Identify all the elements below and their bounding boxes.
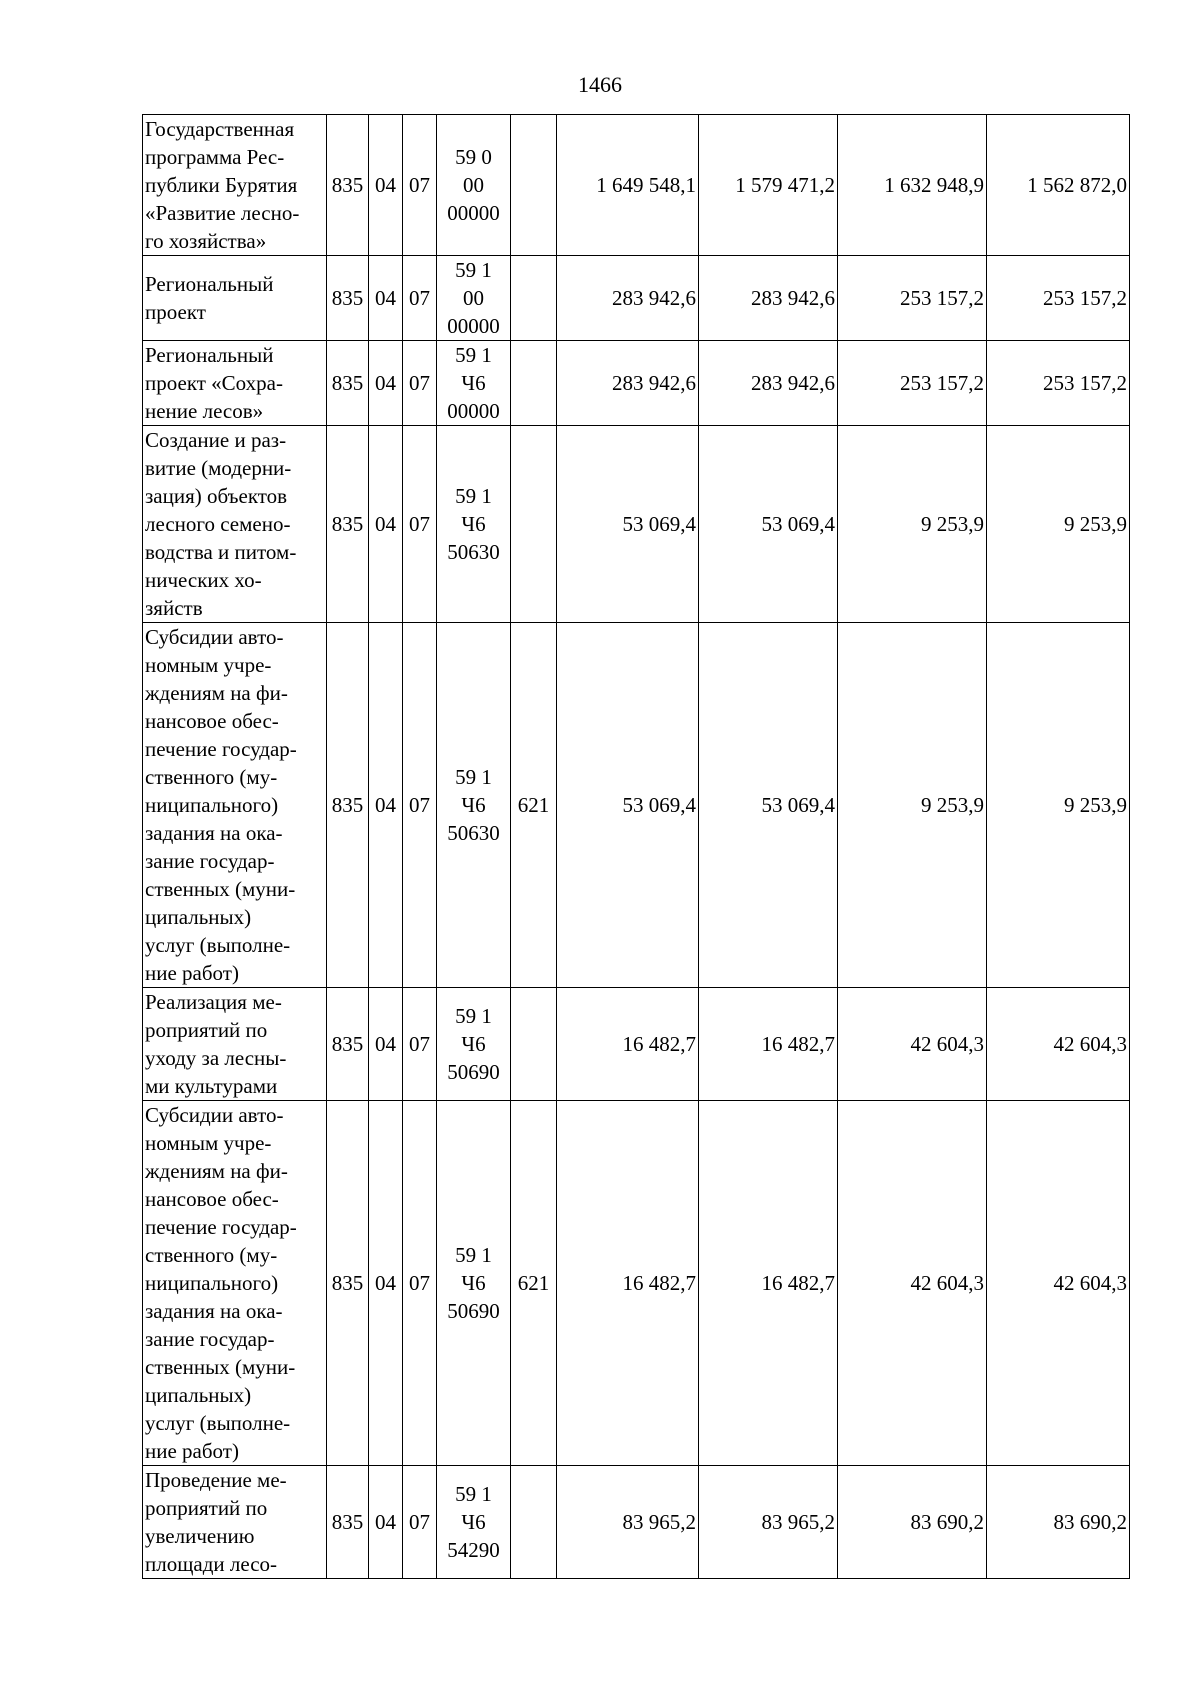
row-amount-v2-cell: 283 942,6 bbox=[699, 256, 838, 341]
table-row bbox=[143, 341, 1130, 426]
row-amount-v4-cell: 42 604,3 bbox=[987, 988, 1130, 1101]
row-rz-cell: 04 bbox=[369, 341, 403, 426]
budget-table bbox=[142, 114, 1130, 1579]
row-name-line: роприятий по bbox=[145, 1496, 268, 1520]
row-name-line: ние работ) bbox=[145, 1439, 239, 1463]
row-pr-cell: 07 bbox=[403, 1101, 437, 1466]
row-csr-line: 00000 bbox=[447, 399, 500, 423]
row-name-line: услуг (выполне- bbox=[145, 1411, 291, 1435]
row-csr-line: 00000 bbox=[447, 314, 500, 338]
row-name-line: ственных (муни- bbox=[145, 877, 296, 901]
row-csr-cell bbox=[437, 988, 511, 1101]
row-name-line: «Развитие лесно- bbox=[145, 201, 300, 225]
row-name-line: услуг (выполне- bbox=[145, 933, 291, 957]
row-amount-v2-cell: 283 942,6 bbox=[699, 341, 838, 426]
row-amount-v2-cell: 16 482,7 bbox=[699, 988, 838, 1101]
row-name-line: го хозяйства» bbox=[145, 229, 267, 253]
row-csr-line: 00 bbox=[463, 286, 484, 310]
row-amount-v1-cell: 53 069,4 bbox=[557, 426, 699, 623]
row-name-line: зация) объектов bbox=[145, 484, 288, 508]
row-pr-cell: 07 bbox=[403, 623, 437, 988]
row-csr-line: 59 1 bbox=[455, 258, 492, 282]
row-amount-v4-cell: 253 157,2 bbox=[987, 256, 1130, 341]
row-name-line: Создание и раз- bbox=[145, 428, 287, 452]
row-csr-line: 50690 bbox=[447, 1299, 500, 1323]
row-name-line: Региональный bbox=[145, 343, 274, 367]
row-name-line: задания на ока- bbox=[145, 1299, 283, 1323]
row-amount-v2-cell: 53 069,4 bbox=[699, 623, 838, 988]
row-rz-cell: 04 bbox=[369, 115, 403, 256]
row-ved-cell: 835 bbox=[327, 1466, 369, 1579]
row-ved-cell: 835 bbox=[327, 988, 369, 1101]
row-amount-v3-cell: 83 690,2 bbox=[838, 1466, 987, 1579]
row-csr-cell bbox=[437, 1466, 511, 1579]
row-amount-v4-cell: 42 604,3 bbox=[987, 1101, 1130, 1466]
row-amount-v3-cell: 9 253,9 bbox=[838, 426, 987, 623]
table-row bbox=[143, 426, 1130, 623]
row-name-line: площади лесо- bbox=[145, 1552, 278, 1576]
row-csr-line: 59 1 bbox=[455, 1482, 492, 1506]
row-pr-cell: 07 bbox=[403, 115, 437, 256]
row-amount-v3-cell: 9 253,9 bbox=[838, 623, 987, 988]
row-name-line: витие (модерни- bbox=[145, 456, 292, 480]
row-rz-cell: 04 bbox=[369, 988, 403, 1101]
row-amount-v3-cell: 1 632 948,9 bbox=[838, 115, 987, 256]
row-csr-line: 50690 bbox=[447, 1060, 500, 1084]
row-name-line: ниципального) bbox=[145, 793, 279, 817]
row-name-cell bbox=[143, 1101, 327, 1466]
row-ved-cell: 835 bbox=[327, 341, 369, 426]
table-row bbox=[143, 623, 1130, 988]
row-amount-v2-cell: 16 482,7 bbox=[699, 1101, 838, 1466]
row-amount-v2-cell: 83 965,2 bbox=[699, 1466, 838, 1579]
row-name-line: Субсидии авто- bbox=[145, 625, 284, 649]
row-amount-v1-cell: 16 482,7 bbox=[557, 1101, 699, 1466]
row-amount-v3-cell: 253 157,2 bbox=[838, 341, 987, 426]
row-vr-cell bbox=[511, 341, 557, 426]
row-name-line: уходу за лесны- bbox=[145, 1046, 287, 1070]
row-amount-v1-cell: 83 965,2 bbox=[557, 1466, 699, 1579]
row-rz-cell: 04 bbox=[369, 1101, 403, 1466]
row-amount-v3-cell: 42 604,3 bbox=[838, 1101, 987, 1466]
row-vr-cell bbox=[511, 988, 557, 1101]
row-csr-line: Ч6 bbox=[461, 1032, 486, 1056]
row-csr-line: 59 1 bbox=[455, 765, 492, 789]
row-csr-cell bbox=[437, 115, 511, 256]
row-name-cell bbox=[143, 1466, 327, 1579]
row-name-line: ственных (муни- bbox=[145, 1355, 296, 1379]
row-amount-v3-cell: 253 157,2 bbox=[838, 256, 987, 341]
row-csr-line: 59 1 bbox=[455, 343, 492, 367]
row-name-line: Проведение ме- bbox=[145, 1468, 287, 1492]
row-ved-cell: 835 bbox=[327, 115, 369, 256]
row-amount-v1-cell: 53 069,4 bbox=[557, 623, 699, 988]
row-vr-cell bbox=[511, 1466, 557, 1579]
row-csr-line: 59 1 bbox=[455, 1243, 492, 1267]
row-vr-cell: 621 bbox=[511, 1101, 557, 1466]
row-amount-v4-cell: 1 562 872,0 bbox=[987, 115, 1130, 256]
row-name-line: нансовое обес- bbox=[145, 1187, 279, 1211]
row-name-line: проект bbox=[145, 300, 206, 324]
row-amount-v4-cell: 9 253,9 bbox=[987, 623, 1130, 988]
row-pr-cell: 07 bbox=[403, 988, 437, 1101]
row-csr-cell bbox=[437, 256, 511, 341]
row-ved-cell: 835 bbox=[327, 256, 369, 341]
row-name-cell bbox=[143, 623, 327, 988]
row-name-line: Субсидии авто- bbox=[145, 1103, 284, 1127]
row-amount-v1-cell: 283 942,6 bbox=[557, 341, 699, 426]
row-amount-v4-cell: 83 690,2 bbox=[987, 1466, 1130, 1579]
row-csr-cell bbox=[437, 623, 511, 988]
row-name-line: зание государ- bbox=[145, 849, 275, 873]
row-name-line: ципальных) bbox=[145, 905, 252, 929]
row-csr-cell bbox=[437, 426, 511, 623]
row-name-line: ждениям на фи- bbox=[145, 681, 288, 705]
row-vr-cell bbox=[511, 115, 557, 256]
row-name-line: нение лесов» bbox=[145, 399, 264, 423]
row-name-line: программа Рес- bbox=[145, 145, 285, 169]
row-name-line: нансовое обес- bbox=[145, 709, 279, 733]
row-amount-v2-cell: 1 579 471,2 bbox=[699, 115, 838, 256]
row-name-cell bbox=[143, 341, 327, 426]
row-vr-cell bbox=[511, 426, 557, 623]
row-csr-line: 50630 bbox=[447, 540, 500, 564]
row-csr-line: 50630 bbox=[447, 821, 500, 845]
row-csr-line: 59 1 bbox=[455, 484, 492, 508]
row-name-line: публики Бурятия bbox=[145, 173, 298, 197]
row-name-line: Реализация ме- bbox=[145, 990, 282, 1014]
table-row bbox=[143, 988, 1130, 1101]
row-csr-line: Ч6 bbox=[461, 371, 486, 395]
row-csr-line: Ч6 bbox=[461, 1271, 486, 1295]
row-ved-cell: 835 bbox=[327, 426, 369, 623]
row-name-line: ние работ) bbox=[145, 961, 239, 985]
row-pr-cell: 07 bbox=[403, 256, 437, 341]
row-name-cell bbox=[143, 426, 327, 623]
row-csr-line: 00 bbox=[463, 173, 484, 197]
row-name-line: ственного (му- bbox=[145, 765, 278, 789]
page-number: 1466 bbox=[578, 72, 622, 97]
row-pr-cell: 07 bbox=[403, 341, 437, 426]
row-rz-cell: 04 bbox=[369, 1466, 403, 1579]
row-csr-line: Ч6 bbox=[461, 793, 486, 817]
row-name-line: зяйств bbox=[145, 596, 203, 620]
row-name-line: ждениям на фи- bbox=[145, 1159, 288, 1183]
row-name-cell bbox=[143, 256, 327, 341]
row-amount-v3-cell: 42 604,3 bbox=[838, 988, 987, 1101]
row-name-line: ниципального) bbox=[145, 1271, 279, 1295]
row-name-line: Региональный bbox=[145, 272, 274, 296]
row-name-line: задания на ока- bbox=[145, 821, 283, 845]
row-name-line: номным учре- bbox=[145, 653, 272, 677]
row-amount-v1-cell: 1 649 548,1 bbox=[557, 115, 699, 256]
row-name-line: водства и питом- bbox=[145, 540, 297, 564]
table-row bbox=[143, 256, 1130, 341]
row-ved-cell: 835 bbox=[327, 623, 369, 988]
row-rz-cell: 04 bbox=[369, 256, 403, 341]
row-rz-cell: 04 bbox=[369, 623, 403, 988]
row-rz-cell: 04 bbox=[369, 426, 403, 623]
row-csr-line: Ч6 bbox=[461, 1510, 486, 1534]
row-pr-cell: 07 bbox=[403, 1466, 437, 1579]
row-csr-line: 59 0 bbox=[455, 145, 492, 169]
table-row bbox=[143, 1466, 1130, 1579]
row-amount-v4-cell: 9 253,9 bbox=[987, 426, 1130, 623]
row-pr-cell: 07 bbox=[403, 426, 437, 623]
row-name-line: печение государ- bbox=[145, 1215, 297, 1239]
row-csr-line: Ч6 bbox=[461, 512, 486, 536]
row-csr-cell bbox=[437, 341, 511, 426]
row-name-line: ми культурами bbox=[145, 1074, 278, 1098]
row-name-cell bbox=[143, 988, 327, 1101]
row-csr-line: 00000 bbox=[447, 201, 500, 225]
row-vr-cell bbox=[511, 256, 557, 341]
table-row bbox=[143, 115, 1130, 256]
row-name-line: печение государ- bbox=[145, 737, 297, 761]
row-name-line: лесного семено- bbox=[145, 512, 291, 536]
row-name-line: ственного (му- bbox=[145, 1243, 278, 1267]
row-name-line: номным учре- bbox=[145, 1131, 272, 1155]
row-amount-v1-cell: 16 482,7 bbox=[557, 988, 699, 1101]
row-csr-line: 54290 bbox=[447, 1538, 500, 1562]
row-csr-cell bbox=[437, 1101, 511, 1466]
table-body bbox=[143, 115, 1130, 1579]
row-vr-cell: 621 bbox=[511, 623, 557, 988]
row-amount-v4-cell: 253 157,2 bbox=[987, 341, 1130, 426]
table-row bbox=[143, 1101, 1130, 1466]
row-ved-cell: 835 bbox=[327, 1101, 369, 1466]
row-amount-v2-cell: 53 069,4 bbox=[699, 426, 838, 623]
row-name-line: роприятий по bbox=[145, 1018, 268, 1042]
row-name-line: Государственная bbox=[145, 117, 295, 141]
row-name-line: ципальных) bbox=[145, 1383, 252, 1407]
row-amount-v1-cell: 283 942,6 bbox=[557, 256, 699, 341]
row-name-line: нических хо- bbox=[145, 568, 262, 592]
row-name-line: проект «Сохра- bbox=[145, 371, 283, 395]
row-name-line: увеличению bbox=[145, 1524, 255, 1548]
row-name-line: зание государ- bbox=[145, 1327, 275, 1351]
row-name-cell bbox=[143, 115, 327, 256]
row-csr-line: 59 1 bbox=[455, 1004, 492, 1028]
